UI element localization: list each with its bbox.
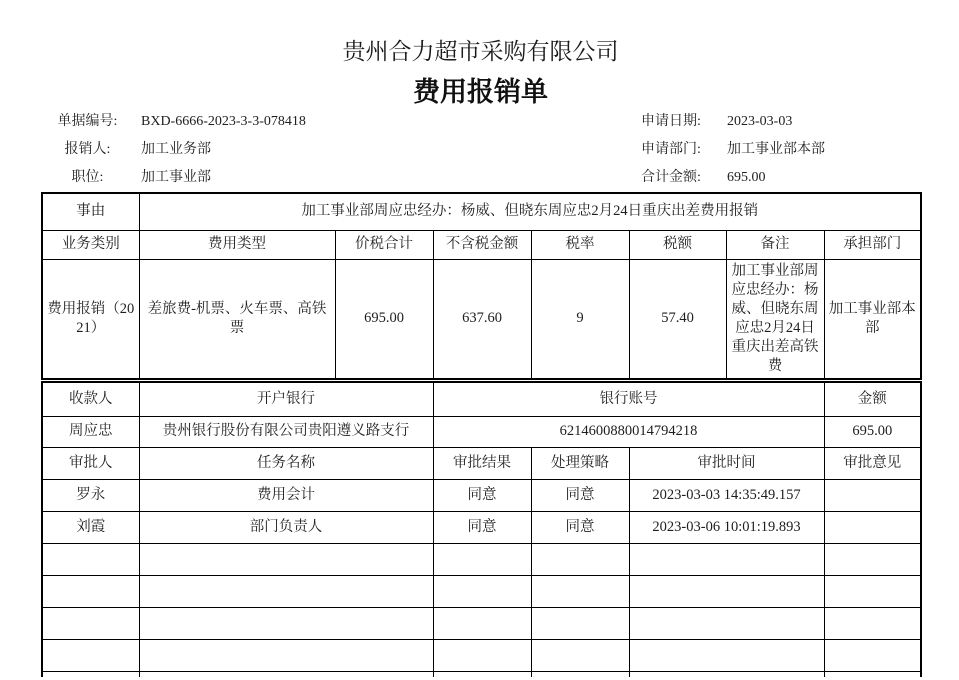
doc-no-label: 单据编号:: [57, 114, 118, 129]
empty-cell: [139, 639, 433, 671]
empty-cell: [42, 607, 139, 639]
total-amount-value: 695.00: [727, 170, 766, 185]
empty-cell: [42, 543, 139, 575]
reason-row: [42, 193, 921, 230]
strategy-cell: 同意: [531, 511, 629, 543]
tax-amount-cell: 57.40: [629, 259, 726, 379]
empty-cell: [629, 575, 824, 607]
empty-cell: [629, 607, 824, 639]
header-result: 审批结果: [433, 447, 531, 479]
payee-approval-body: [42, 382, 921, 677]
time-cell: 2023-03-06 10:01:19.893: [629, 511, 824, 543]
apply-date-value: 2023-03-03: [727, 114, 793, 129]
business-category-cell: 费用报销（2021）: [42, 259, 139, 379]
empty-cell: [42, 575, 139, 607]
bank-cell: 贵州银行股份有限公司贵阳遵义路支行: [139, 416, 433, 447]
tax-rate-cell: 9: [531, 259, 629, 379]
company-name: 贵州合力超市采购有限公司: [342, 39, 619, 64]
header-bearing-dept: 承担部门: [824, 230, 921, 259]
approver-cell: 罗永: [42, 479, 139, 511]
empty-cell: [139, 543, 433, 575]
header-expense-type: 费用类型: [139, 230, 335, 259]
reason-text: 加工事业部周应忠经办：杨威、但晓东周应忠2月24日重庆出差费用报销: [139, 193, 921, 230]
header-bank: 开户银行: [139, 382, 433, 416]
empty-row-partial: [42, 671, 921, 677]
header-tax-rate: 税率: [531, 230, 629, 259]
empty-row: [42, 639, 921, 671]
empty-cell: [629, 639, 824, 671]
table-row: [42, 479, 921, 511]
empty-cell: [629, 671, 824, 677]
payee-header-row: [42, 382, 921, 416]
empty-cell: [433, 671, 531, 677]
header-strategy: 处理策略: [531, 447, 629, 479]
task-cell: 部门负责人: [139, 511, 433, 543]
header-time: 审批时间: [629, 447, 824, 479]
header-account: 银行账号: [433, 382, 824, 416]
header-opinion: 审批意见: [824, 447, 921, 479]
empty-cell: [531, 607, 629, 639]
empty-cell: [531, 575, 629, 607]
apply-date-label: 申请日期:: [641, 114, 701, 129]
empty-cell: [433, 639, 531, 671]
strategy-cell: 同意: [531, 479, 629, 511]
approver-cell: 刘霞: [42, 511, 139, 543]
empty-cell: [433, 575, 531, 607]
empty-cell: [824, 671, 921, 677]
applicant-label: 报销人:: [64, 142, 111, 157]
approval-header-row: [42, 447, 921, 479]
apply-dept-value: 加工事业部本部: [727, 142, 825, 157]
header-task: 任务名称: [139, 447, 433, 479]
empty-cell: [139, 607, 433, 639]
empty-cell: [629, 543, 824, 575]
opinion-cell: [824, 479, 921, 511]
reason-label: 事由: [42, 193, 139, 230]
opinion-cell: [824, 511, 921, 543]
applicant-value: 加工业务部: [141, 142, 211, 157]
table-row: [42, 511, 921, 543]
empty-cell: [433, 607, 531, 639]
header-remark: 备注: [726, 230, 824, 259]
expense-header-row: [42, 230, 921, 259]
remark-cell: 加工事业部周应忠经办：杨威、但晓东周应忠2月24日重庆出差高铁费: [726, 259, 824, 379]
empty-cell: [531, 543, 629, 575]
result-cell: 同意: [433, 479, 531, 511]
account-cell: 6214600880014794218: [433, 416, 824, 447]
apply-dept-label: 申请部门:: [641, 142, 701, 157]
result-cell: 同意: [433, 511, 531, 543]
empty-cell: [139, 671, 433, 677]
total-amount-label: 合计金额:: [641, 170, 701, 185]
amount-cell: 695.00: [824, 416, 921, 447]
empty-cell: [531, 671, 629, 677]
header-amount: 金额: [824, 382, 921, 416]
empty-cell: [824, 607, 921, 639]
empty-cell: [42, 639, 139, 671]
amount-excl-tax-cell: 637.60: [433, 259, 531, 379]
header-business-category: 业务类别: [42, 230, 139, 259]
header-total-with-tax: 价税合计: [335, 230, 433, 259]
header-tax-amount: 税额: [629, 230, 726, 259]
position-label: 职位:: [71, 170, 104, 185]
payee-approval-table: [41, 381, 922, 677]
total-with-tax-cell: 695.00: [335, 259, 433, 379]
empty-cell: [531, 639, 629, 671]
header-payee: 收款人: [42, 382, 139, 416]
table-row: [42, 416, 921, 447]
header-amount-excl-tax: 不含税金额: [433, 230, 531, 259]
doc-no-value: BXD-6666-2023-3-3-078418: [141, 114, 306, 129]
header-approver: 审批人: [42, 447, 139, 479]
form-title: 费用报销单: [413, 77, 548, 107]
empty-cell: [139, 575, 433, 607]
expense-table: [41, 192, 922, 380]
empty-row: [42, 543, 921, 575]
table-row: [42, 259, 921, 379]
empty-cell: [824, 575, 921, 607]
empty-row: [42, 575, 921, 607]
empty-row: [42, 607, 921, 639]
task-cell: 费用会计: [139, 479, 433, 511]
empty-cell: [433, 543, 531, 575]
payee-cell: 周应忠: [42, 416, 139, 447]
bearing-dept-cell: 加工事业部本部: [824, 259, 921, 379]
expense-table-body: [42, 193, 921, 379]
empty-cell: [42, 671, 139, 677]
empty-cell: [824, 543, 921, 575]
position-value: 加工事业部: [141, 170, 211, 185]
expense-type-cell: 差旅费-机票、火车票、高铁票: [139, 259, 335, 379]
time-cell: 2023-03-03 14:35:49.157: [629, 479, 824, 511]
empty-cell: [824, 639, 921, 671]
